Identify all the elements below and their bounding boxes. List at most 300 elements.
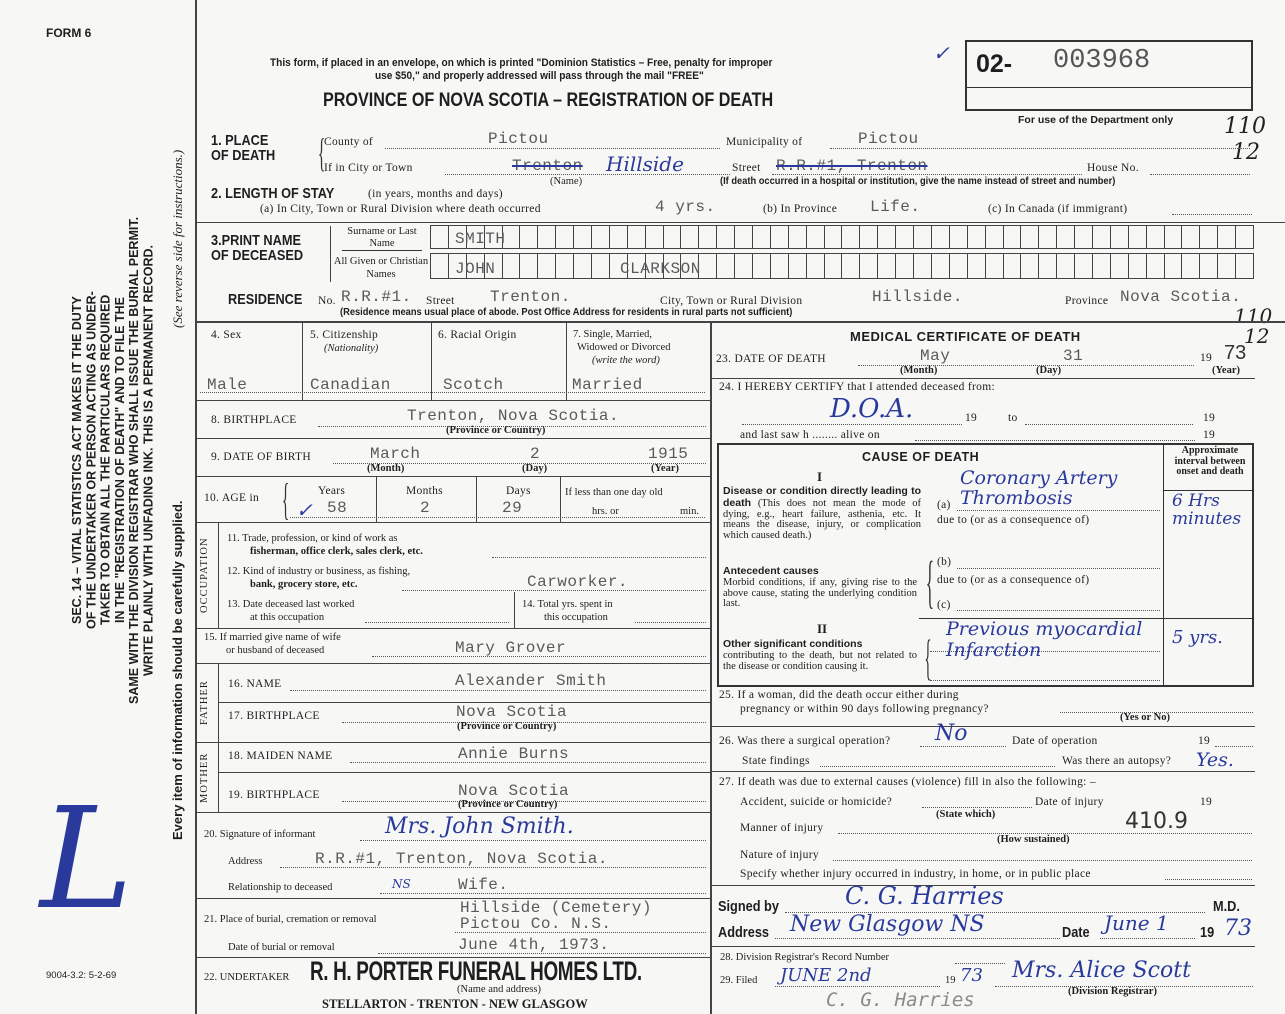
letter-box bbox=[1021, 254, 1039, 278]
letter-box bbox=[610, 226, 628, 248]
letter-box bbox=[1182, 226, 1200, 248]
letter-box bbox=[1057, 226, 1075, 248]
state-which-caption: (State which) bbox=[936, 809, 996, 820]
operation-century: 19 bbox=[1198, 735, 1211, 747]
letter-box bbox=[914, 226, 932, 248]
filed-year-field[interactable]: 73 bbox=[960, 965, 983, 986]
nature-label: Nature of injury bbox=[740, 849, 819, 861]
column-divider bbox=[710, 321, 712, 1014]
statute-line: TAKER TO OBTAIN ALL THE PARTICULARS REQUIRED bbox=[98, 294, 113, 626]
stay-canada-label: (c) In Canada (if immigrant) bbox=[988, 203, 1128, 215]
occupation-section-label: OCCUPATION bbox=[199, 537, 210, 613]
divider bbox=[195, 222, 1285, 223]
check-mark[interactable]: ✓ bbox=[933, 41, 950, 65]
department-note: For use of the Department only bbox=[1018, 114, 1174, 126]
dotted-line bbox=[200, 392, 705, 393]
letter-box bbox=[717, 226, 735, 248]
divider bbox=[476, 477, 477, 522]
letter-box bbox=[717, 254, 735, 278]
months-label: Months bbox=[406, 485, 443, 497]
filed-label: 29. Filed bbox=[720, 975, 758, 986]
certificate-date-field[interactable]: June 1 bbox=[1104, 911, 1169, 935]
registrar-caption: (Division Registrar) bbox=[1068, 986, 1157, 997]
divider bbox=[302, 322, 303, 400]
part-2-text: contributing to the death, but not related to the disease or condition causing it. bbox=[723, 649, 917, 672]
residence-province-label: Province bbox=[1065, 295, 1109, 307]
house-line[interactable] bbox=[1150, 174, 1250, 175]
letter-box bbox=[1218, 226, 1236, 248]
letter-box bbox=[950, 226, 968, 248]
city-line bbox=[445, 174, 730, 175]
surname-grid[interactable] bbox=[430, 225, 1254, 249]
trade-field[interactable] bbox=[492, 557, 706, 558]
undertaker-locations: STELLARTON - TRENTON - NEW GLASGOW bbox=[322, 997, 588, 1011]
residence-province-field[interactable]: Nova Scotia. bbox=[1120, 288, 1242, 306]
city-field[interactable]: Hillside bbox=[606, 152, 684, 176]
letter-box bbox=[574, 226, 592, 248]
cause-c-field[interactable] bbox=[957, 610, 1160, 611]
dept-code-3: 110 bbox=[1234, 304, 1273, 328]
divider bbox=[218, 522, 219, 628]
form-left-border bbox=[195, 0, 197, 1014]
divider bbox=[431, 322, 432, 400]
father-birthplace-label: 17. BIRTHPLACE bbox=[228, 710, 320, 722]
letter-box bbox=[789, 254, 807, 278]
dotted-line bbox=[930, 680, 1160, 681]
residence-label: RESIDENCE bbox=[228, 291, 303, 308]
letter-box bbox=[574, 254, 592, 278]
residence-street-field[interactable]: Trenton. bbox=[490, 288, 571, 306]
trade-label-1: 11. Trade, profession, or kind of work as bbox=[227, 533, 398, 544]
county-label: County of bbox=[324, 136, 374, 148]
specify-field[interactable] bbox=[1165, 879, 1252, 880]
operation-date-label: Date of operation bbox=[1012, 735, 1098, 747]
dod-day-caption: (Day) bbox=[1036, 365, 1062, 376]
cause-b-field[interactable] bbox=[957, 568, 1160, 569]
dotted-line bbox=[775, 986, 940, 987]
physician-signature[interactable]: C. G. Harries bbox=[845, 882, 1004, 910]
registration-number-box bbox=[965, 40, 1253, 111]
antecedent-description bbox=[723, 566, 917, 610]
letter-box bbox=[1218, 254, 1236, 278]
letter-box bbox=[842, 226, 860, 248]
undertaker-name[interactable]: R. H. PORTER FUNERAL HOMES LTD. bbox=[310, 956, 642, 986]
attended-to-field[interactable] bbox=[1025, 424, 1193, 425]
given-names-label: All Given or Christian Names bbox=[333, 256, 429, 280]
dotted-line bbox=[290, 517, 705, 518]
residence-no-field[interactable]: R.R.#1. bbox=[341, 288, 412, 306]
letter-box bbox=[771, 226, 789, 248]
letter-box bbox=[1039, 254, 1057, 278]
mother-birthplace-field[interactable]: Nova Scotia bbox=[458, 782, 570, 800]
letter-box bbox=[1075, 254, 1093, 278]
letter-box bbox=[896, 226, 914, 248]
total-years-label-2: this occupation bbox=[544, 612, 608, 623]
divider bbox=[195, 812, 710, 813]
part-1-label: I bbox=[817, 469, 823, 484]
divider bbox=[376, 477, 377, 522]
total-years-field[interactable] bbox=[635, 622, 706, 623]
municipality-label: Municipality of bbox=[726, 136, 803, 148]
attended-from-century: 19 bbox=[965, 412, 978, 424]
last-saw-century: 19 bbox=[1203, 429, 1216, 441]
q25-line-1: 25. If a woman, did the death occur either during bbox=[719, 689, 959, 701]
divider bbox=[195, 400, 710, 401]
citizenship-field[interactable]: Canadian bbox=[310, 376, 391, 394]
letter-box bbox=[592, 226, 610, 248]
months-field[interactable]: 2 bbox=[420, 499, 431, 517]
stay-province-field[interactable]: Life. bbox=[870, 198, 921, 216]
city-struck: Trenton bbox=[512, 157, 583, 175]
dob-year-field[interactable]: 1915 bbox=[648, 445, 689, 463]
injury-century: 19 bbox=[1200, 796, 1213, 808]
industry-label-1: 12. Kind of industry or business, as fishing, bbox=[227, 566, 411, 577]
residence-no-label: No. bbox=[318, 295, 336, 307]
undertaker-label: 22. UNDERTAKER bbox=[204, 972, 290, 983]
attended-field[interactable]: D.O.A. bbox=[830, 394, 914, 424]
letter-box bbox=[896, 254, 914, 278]
father-name-field[interactable]: Alexander Smith bbox=[455, 672, 607, 690]
letter-box bbox=[681, 226, 699, 248]
sex-label: 4. Sex bbox=[211, 329, 242, 341]
sex-field[interactable]: Male bbox=[207, 376, 248, 394]
to-label: to bbox=[1008, 412, 1018, 424]
operation-date-field[interactable] bbox=[1215, 746, 1253, 747]
due-to-b: due to (or as a consequence of) bbox=[937, 574, 1090, 586]
marital-field[interactable]: Married bbox=[572, 376, 643, 394]
interval-a-field[interactable]: 6 Hrs minutes bbox=[1172, 491, 1242, 529]
statute-line: SEC. 14 – VITAL STATISTICS ACT MAKES IT THE DUTY bbox=[70, 296, 84, 624]
dotted-line bbox=[920, 746, 1006, 747]
burial-date-label: Date of burial or removal bbox=[228, 942, 335, 953]
surname-field[interactable]: SMITH bbox=[455, 230, 506, 248]
letter-box bbox=[1093, 254, 1111, 278]
letter-box bbox=[1004, 254, 1022, 278]
filed-date-field[interactable]: JUNE 2nd bbox=[780, 965, 872, 986]
citizenship-label: 5. Citizenship bbox=[310, 329, 379, 341]
letter-box bbox=[431, 254, 449, 278]
statute-line: WRITE PLAINLY WITH UNFADING INK. THIS IS A PERMANENT RECORD. bbox=[141, 244, 156, 676]
brace: { bbox=[281, 475, 290, 524]
certify-label: 24. I HEREBY CERTIFY that I attended deceased from: bbox=[719, 381, 995, 393]
days-field[interactable]: 29 bbox=[502, 499, 523, 517]
days-label: Days bbox=[506, 485, 531, 497]
cause-a-field[interactable]: Coronary Artery Thrombosis bbox=[960, 467, 1118, 509]
q25-line-2: pregnancy or within 90 days following pregnancy? bbox=[740, 703, 989, 715]
record-number-label: 28. Division Registrar's Record Number bbox=[720, 952, 889, 963]
dotted-line bbox=[957, 510, 1160, 511]
relationship-field[interactable]: Wife. bbox=[458, 876, 509, 894]
interval-other-field[interactable]: 5 yrs. bbox=[1172, 627, 1223, 648]
accident-label: Accident, suicide or homicide? bbox=[740, 796, 893, 808]
dotted-line bbox=[360, 840, 706, 841]
last-worked-label-1: 13. Date deceased last worked bbox=[227, 599, 355, 610]
informant-address-field[interactable]: R.R.#1, Trenton, Nova Scotia. bbox=[315, 850, 608, 868]
stay-city-field[interactable]: 4 yrs. bbox=[655, 198, 716, 216]
letter-box bbox=[1093, 226, 1111, 248]
municipality-field[interactable]: Pictou bbox=[858, 130, 919, 148]
letter-box bbox=[878, 254, 896, 278]
registrar-signature[interactable]: Mrs. Alice Scott bbox=[1012, 958, 1191, 983]
dod-month-caption: (Month) bbox=[900, 365, 938, 376]
specify-label: Specify whether injury occurred in industry, in home, or in public place bbox=[740, 868, 1091, 880]
findings-label: State findings bbox=[742, 755, 810, 767]
other-condition-field[interactable]: Previous myocardial Infarction bbox=[946, 618, 1143, 661]
age-check-mark: ✓ bbox=[296, 498, 313, 522]
name-divider bbox=[330, 226, 331, 282]
dob-day-field[interactable]: 2 bbox=[530, 445, 541, 463]
divider bbox=[710, 771, 1255, 772]
marital-label-1: 7. Single, Married, bbox=[573, 329, 653, 340]
cause-b-label: (b) bbox=[937, 556, 952, 568]
dotted-line bbox=[742, 424, 962, 425]
md-label: M.D. bbox=[1213, 898, 1240, 915]
given-middle-field[interactable]: CLARKSON bbox=[620, 260, 701, 278]
attended-to-century: 19 bbox=[1203, 412, 1216, 424]
divider bbox=[218, 663, 219, 812]
marital-sub: (write the word) bbox=[592, 355, 660, 366]
autopsy-answer[interactable]: Yes. bbox=[1196, 749, 1234, 771]
letter-box bbox=[431, 226, 449, 248]
divider bbox=[566, 322, 567, 400]
letter-box bbox=[1200, 226, 1218, 248]
burial-place-line-1[interactable]: Hillside (Cemetery) bbox=[460, 899, 652, 917]
father-name-label: 16. NAME bbox=[228, 678, 282, 690]
registrar-stamp: C. G. Harries bbox=[826, 989, 975, 1011]
letter-box bbox=[520, 254, 538, 278]
hospital-note: (If death occurred in a hospital or institution, give the name instead of street and number) bbox=[720, 176, 1116, 187]
part-1-heading: Disease or condition directly leading to death bbox=[723, 485, 921, 509]
q27-label: 27. If death was due to external causes (violence) fill in also the following: – bbox=[719, 776, 1096, 788]
divider bbox=[218, 772, 710, 773]
letter-box bbox=[1236, 226, 1254, 248]
total-years-label-1: 14. Total yrs. spent in bbox=[522, 599, 613, 610]
letter-box bbox=[538, 254, 556, 278]
industry-label-2: bank, grocery store, etc. bbox=[250, 579, 358, 590]
letter-box bbox=[735, 226, 753, 248]
form-code: 9004-3.2: 5-2-69 bbox=[46, 970, 117, 981]
filed-century: 19 bbox=[945, 975, 956, 986]
dod-century: 19 bbox=[1200, 352, 1213, 364]
last-worked-label-2: at this occupation bbox=[250, 612, 325, 623]
letter-box bbox=[646, 226, 664, 248]
informant-signature-field[interactable]: Mrs. John Smith. bbox=[385, 814, 574, 839]
municipality-line bbox=[830, 148, 1250, 149]
letter-box bbox=[825, 226, 843, 248]
part-2-description bbox=[723, 639, 917, 672]
informant-address-label: Address bbox=[228, 856, 263, 867]
dod-month-field[interactable]: May bbox=[920, 347, 951, 365]
part-1-text: (This does not mean the mode of dying, e.g., heart failure, asthenia, etc. It means the disease, injury, or complication which caused death.) bbox=[723, 497, 922, 542]
letter-box bbox=[1004, 226, 1022, 248]
father-birthplace-caption: (Province or Country) bbox=[457, 721, 557, 732]
print-name-label: 3.PRINT NAME OF DECEASED bbox=[211, 232, 304, 264]
place-of-death-label bbox=[211, 133, 279, 163]
letter-box bbox=[1236, 254, 1254, 278]
letter-box bbox=[950, 254, 968, 278]
residence-city-label: City, Town or Rural Division bbox=[660, 295, 803, 307]
letter-box bbox=[932, 226, 950, 248]
letter-box bbox=[735, 254, 753, 278]
letter-box bbox=[914, 254, 932, 278]
letter-box bbox=[842, 254, 860, 278]
see-reverse-note: (See reverse side for instructions.) bbox=[170, 150, 185, 329]
year-caption: (Year) bbox=[651, 463, 679, 474]
findings-field[interactable] bbox=[820, 766, 1055, 767]
certificate-year-field[interactable]: 73 bbox=[1224, 916, 1252, 941]
letter-box bbox=[1129, 226, 1147, 248]
brace: { bbox=[925, 549, 935, 614]
antecedent-heading: Antecedent causes bbox=[723, 565, 819, 577]
hrs-label: hrs. or bbox=[592, 506, 619, 517]
dod-day-field[interactable]: 31 bbox=[1063, 347, 1084, 365]
statute-line: OF THE UNDERTAKER OR PERSON ACTING AS UNDER- bbox=[84, 291, 99, 629]
age-label: 10. AGE in bbox=[204, 492, 260, 504]
divider bbox=[195, 742, 710, 743]
years-field[interactable]: 58 bbox=[327, 499, 348, 517]
letter-box bbox=[1057, 254, 1075, 278]
divider bbox=[195, 522, 710, 523]
letter-box bbox=[860, 254, 878, 278]
how-sustained-caption: (How sustained) bbox=[997, 834, 1070, 845]
injury-date-label: Date of injury bbox=[1035, 796, 1104, 808]
margin-mark: L bbox=[40, 778, 133, 941]
industry-field[interactable]: Carworker. bbox=[527, 573, 629, 591]
dob-label: 9. DATE OF BIRTH bbox=[211, 451, 311, 463]
mother-maiden-field[interactable]: Annie Burns bbox=[458, 745, 570, 763]
dotted-line bbox=[290, 690, 706, 691]
q26-answer[interactable]: No bbox=[935, 721, 968, 746]
letter-box bbox=[932, 254, 950, 278]
letter-box bbox=[592, 254, 610, 278]
yes-no-caption: (Yes or No) bbox=[1120, 712, 1170, 723]
part-2-label: II bbox=[817, 621, 828, 636]
every-item-note: Every item of information should be carefully supplied. bbox=[170, 500, 185, 840]
due-to-a: due to (or as a consequence of) bbox=[937, 514, 1090, 526]
cause-a-label: (a) bbox=[937, 499, 951, 511]
residence-note: (Residence means usual place of abode. Post Office Address for residents in rural parts not sufficient) bbox=[340, 307, 793, 318]
part-1-description bbox=[723, 486, 921, 542]
place-of-death-label-text: 1. PLACE OF DEATH bbox=[211, 132, 276, 164]
divider bbox=[514, 592, 515, 628]
father-birthplace-field[interactable]: Nova Scotia bbox=[456, 703, 568, 721]
cause-c-label: (c) bbox=[937, 599, 951, 611]
stay-canada-field[interactable] bbox=[1172, 214, 1252, 215]
mail-notice-line1: This form, if placed in an envelope, on which is printed "Dominion Statistics – Free, penalty for improper bbox=[270, 57, 773, 69]
racial-origin-field[interactable]: Scotch bbox=[443, 376, 504, 394]
racial-origin-label: 6. Racial Origin bbox=[438, 329, 517, 341]
burial-place-line-2[interactable]: Pictou Co. N.S. bbox=[460, 915, 612, 933]
last-saw-field[interactable] bbox=[915, 440, 1195, 441]
code-value: 410.9 bbox=[1125, 809, 1188, 834]
citizenship-sub: (Nationality) bbox=[324, 343, 379, 354]
informant-signature-label: 20. Signature of informant bbox=[204, 829, 316, 840]
interval-header: Approximate interval between onset and death bbox=[1174, 445, 1246, 477]
letter-box bbox=[1147, 226, 1165, 248]
nature-field[interactable] bbox=[833, 860, 1252, 861]
letter-box bbox=[699, 226, 717, 248]
letter-box bbox=[699, 254, 717, 278]
spouse-label-1: 15. If married give name of wife bbox=[204, 632, 341, 643]
given-names-grid[interactable] bbox=[430, 253, 1254, 279]
divider bbox=[710, 726, 1255, 727]
letter-box bbox=[807, 254, 825, 278]
certificate-date-label: Date bbox=[1062, 924, 1090, 941]
min-label: min. bbox=[680, 506, 699, 517]
letter-box bbox=[771, 254, 789, 278]
residence-city-field[interactable]: Hillside. bbox=[872, 288, 963, 306]
form-number: FORM 6 bbox=[46, 26, 92, 40]
divider bbox=[710, 378, 1255, 379]
physician-address-field[interactable]: New Glasgow NS bbox=[790, 912, 985, 937]
given-first-field[interactable]: JOHN bbox=[455, 260, 496, 278]
record-number-field[interactable] bbox=[955, 963, 1005, 964]
form-title: PROVINCE OF NOVA SCOTIA – REGISTRATION OF DEATH bbox=[323, 90, 774, 111]
dotted-line bbox=[1100, 938, 1195, 939]
last-worked-field[interactable] bbox=[365, 622, 509, 623]
statute-notice bbox=[70, 150, 170, 770]
undertaker-caption: (Name and address) bbox=[457, 984, 541, 995]
letter-box bbox=[538, 226, 556, 248]
letter-box bbox=[628, 226, 646, 248]
length-of-stay-note: (in years, months and days) bbox=[368, 188, 503, 200]
father-section-label: FATHER bbox=[199, 680, 210, 726]
statute-line: SAME WITH THE DIVISION REGISTRAR WHO SHALL ISSUE THE BURIAL PERMIT. bbox=[127, 216, 142, 704]
letter-box bbox=[753, 226, 771, 248]
burial-date-field[interactable]: June 4th, 1973. bbox=[458, 936, 610, 954]
dob-month-field[interactable]: March bbox=[370, 445, 421, 463]
registration-number: 003968 bbox=[1053, 46, 1151, 76]
dotted-line bbox=[775, 938, 1060, 939]
letter-box bbox=[556, 254, 574, 278]
dod-year-field[interactable]: 73 bbox=[1224, 342, 1247, 364]
birthplace-field[interactable]: Trenton, Nova Scotia. bbox=[407, 407, 620, 425]
trade-label-2: fisherman, office clerk, sales clerk, etc. bbox=[250, 546, 423, 557]
surname-label: Surname or Last Name bbox=[342, 226, 422, 251]
residence-street-label: Street bbox=[426, 295, 455, 307]
county-field[interactable]: Pictou bbox=[488, 130, 549, 148]
letter-box bbox=[986, 226, 1004, 248]
mail-notice-line2: use $50," and properly addressed will pass through the mail "FREE" bbox=[375, 70, 704, 82]
mother-birthplace-caption: (Province or Country) bbox=[458, 799, 558, 810]
relationship-label: Relationship to deceased bbox=[228, 882, 333, 893]
letter-box bbox=[1147, 254, 1165, 278]
letter-box bbox=[1200, 254, 1218, 278]
divider bbox=[195, 476, 710, 477]
letter-box bbox=[789, 226, 807, 248]
divider bbox=[560, 477, 561, 522]
divider bbox=[195, 663, 710, 664]
last-saw-label: and last saw h ........ alive on bbox=[740, 429, 880, 441]
burial-place-label: 21. Place of burial, cremation or removal bbox=[204, 914, 377, 925]
city-label: If in City or Town bbox=[324, 162, 413, 174]
accident-field[interactable] bbox=[922, 807, 1032, 808]
date-of-death-label: 23. DATE OF DEATH bbox=[716, 353, 826, 365]
antecedent-text: Morbid conditions, if any, giving rise to the above cause, stating the underlying condition last. bbox=[723, 576, 917, 610]
q26-label: 26. Was there a surgical operation? bbox=[719, 735, 891, 747]
dept-code-2: 12 bbox=[1232, 140, 1260, 165]
letter-box bbox=[968, 254, 986, 278]
years-label: Years bbox=[318, 485, 346, 497]
relationship-mark: NS bbox=[392, 877, 411, 891]
mother-birthplace-label: 19. BIRTHPLACE bbox=[228, 789, 320, 801]
letter-box bbox=[860, 226, 878, 248]
spouse-field[interactable]: Mary Grover bbox=[455, 639, 567, 657]
letter-box bbox=[1021, 226, 1039, 248]
signed-by-label: Signed by bbox=[718, 898, 779, 915]
brace: { bbox=[317, 130, 326, 175]
letter-box bbox=[1111, 226, 1129, 248]
